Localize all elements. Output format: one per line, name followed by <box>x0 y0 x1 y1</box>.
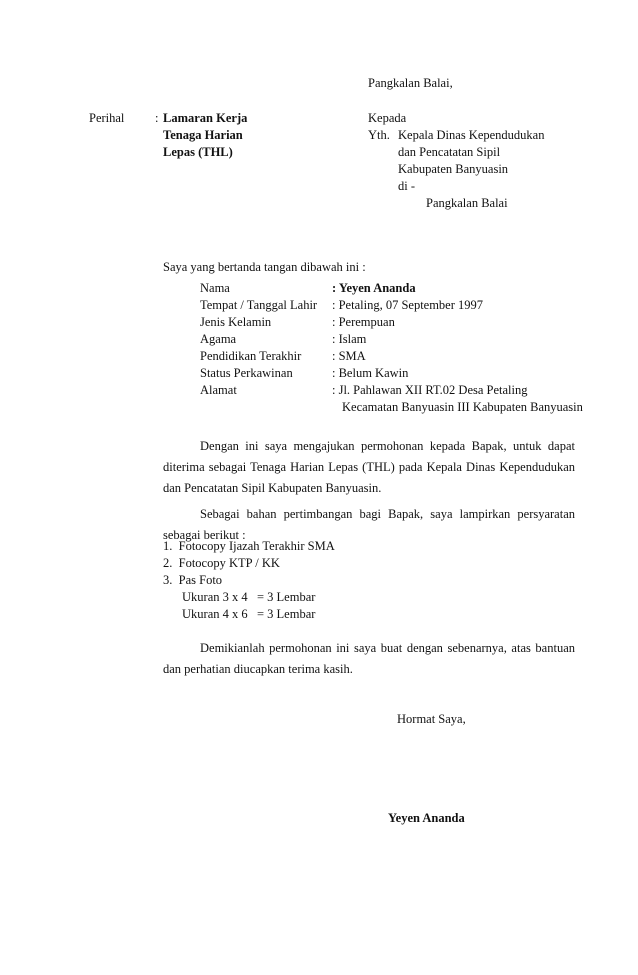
list-item: 3. Pas Foto <box>163 573 223 587</box>
perihal-line-2: Tenaga Harian <box>163 128 243 142</box>
paragraph-application: Dengan ini saya mengajukan permohonan kepada Bapak, untuk dapat diterima sebagai Tenaga Harian Lepas (THL) pada Kepala Dinas Kependudukan dan Pencatatan Sipil Kabupaten Banyuasin. <box>163 439 575 495</box>
intro-text: Saya yang bertanda tangan dibawah ini : <box>163 260 366 274</box>
alamat-line-2: Kecamatan Banyuasin III Kabupaten Banyuasin <box>342 400 583 414</box>
signer-name: Yeyen Ananda <box>388 811 465 825</box>
biodata-label: Status Perkawinan <box>200 366 293 380</box>
photo-size-item: Ukuran 3 x 4 = 3 Lembar <box>182 590 316 604</box>
biodata-value: : Petaling, 07 September 1997 <box>332 298 484 312</box>
photo-size-item: Ukuran 4 x 6 = 3 Lembar <box>182 607 316 621</box>
biodata-label: Jenis Kelamin <box>200 315 272 329</box>
biodata-value: : Jl. Pahlawan XII RT.02 Desa Petaling <box>332 383 528 397</box>
list-item: 1. Fotocopy Ijazah Terakhir SMA <box>163 539 335 553</box>
list-item: 2. Fotocopy KTP / KK <box>163 556 280 570</box>
kepada-label: Kepada <box>368 111 407 125</box>
recipient-city: Pangkalan Balai <box>426 196 508 210</box>
paragraph-closing: Demikianlah permohonan ini saya buat dengan sebenarnya, atas bantuan dan perhatian diucapkan terima kasih. <box>163 641 575 676</box>
regards-text: Hormat Saya, <box>397 712 466 726</box>
recipient-line-3: Kabupaten Banyuasin <box>398 162 509 176</box>
perihal-line-1: Lamaran Kerja <box>163 111 248 125</box>
paragraph-requirements: Sebagai bahan pertimbangan bagi Bapak, saya lampirkan persyaratan sebagai berikut : <box>163 507 575 542</box>
yth-label: Yth. <box>368 128 390 142</box>
perihal-line-3: Lepas (THL) <box>163 145 233 159</box>
biodata-label: Nama <box>200 281 230 295</box>
biodata-value: : Belum Kawin <box>332 366 409 380</box>
biodata-value: : Perempuan <box>332 315 395 329</box>
place-date: Pangkalan Balai, <box>368 76 453 90</box>
recipient-line-2: dan Pencatatan Sipil <box>398 145 501 159</box>
perihal-colon: : <box>155 111 159 125</box>
recipient-line-1: Kepala Dinas Kependudukan <box>398 128 545 142</box>
biodata-label: Tempat / Tanggal Lahir <box>200 298 318 312</box>
biodata-value: : Yeyen Ananda <box>332 281 416 295</box>
biodata-value: : Islam <box>332 332 367 346</box>
perihal-label: Perihal <box>89 111 125 125</box>
biodata-label: Pendidikan Terakhir <box>200 349 302 363</box>
recipient-line-4: di - <box>398 179 416 193</box>
biodata-label: Agama <box>200 332 237 346</box>
biodata-value: : SMA <box>332 349 366 363</box>
biodata-label: Alamat <box>200 383 237 397</box>
